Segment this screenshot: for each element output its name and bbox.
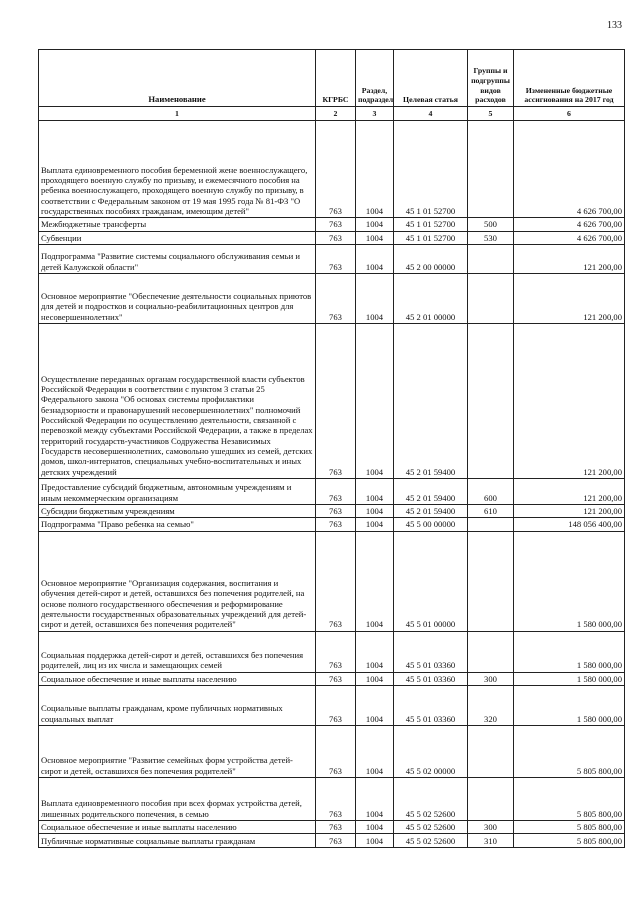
row-razdel: 1004 <box>356 504 394 517</box>
table-row <box>39 631 625 672</box>
row-amount: 1 580 000,00 <box>514 672 625 685</box>
row-name: Публичные нормативные социальные выплаты гражданам <box>39 834 316 848</box>
row-vid <box>468 121 514 218</box>
table-row <box>39 504 625 517</box>
row-razdel: 1004 <box>356 218 394 231</box>
row-amount: 1 580 000,00 <box>514 631 625 672</box>
row-razdel: 1004 <box>356 323 394 478</box>
row-kgrbs: 763 <box>316 273 356 323</box>
row-target: 45 5 00 00000 <box>394 518 468 531</box>
row-vid: 300 <box>468 820 514 833</box>
row-vid <box>468 531 514 631</box>
row-kgrbs: 763 <box>316 531 356 631</box>
row-kgrbs: 763 <box>316 820 356 833</box>
row-kgrbs: 763 <box>316 478 356 504</box>
row-razdel: 1004 <box>356 231 394 244</box>
row-name: Подпрограмма "Развитие системы социального обслуживания семьи и детей Калужской области" <box>39 244 316 273</box>
row-amount: 121 200,00 <box>514 323 625 478</box>
row-kgrbs: 763 <box>316 777 356 820</box>
row-razdel: 1004 <box>356 273 394 323</box>
table-row <box>39 323 625 478</box>
row-razdel: 1004 <box>356 531 394 631</box>
row-target: 45 5 01 03360 <box>394 685 468 725</box>
row-target: 45 2 01 59400 <box>394 323 468 478</box>
row-razdel: 1004 <box>356 121 394 218</box>
row-amount: 121 200,00 <box>514 273 625 323</box>
row-target: 45 2 01 00000 <box>394 273 468 323</box>
table-row <box>39 231 625 244</box>
row-target: 45 1 01 52700 <box>394 121 468 218</box>
row-target: 45 1 01 52700 <box>394 231 468 244</box>
row-name: Социальное обеспечение и иные выплаты населению <box>39 672 316 685</box>
header-razdel: Раздел, подраздел <box>356 50 394 107</box>
row-vid: 600 <box>468 478 514 504</box>
header-vid: Группы и подгруппы видов расходов <box>468 50 514 107</box>
column-number: 1 <box>39 107 316 121</box>
row-amount: 5 805 800,00 <box>514 725 625 777</box>
row-kgrbs: 763 <box>316 631 356 672</box>
row-razdel: 1004 <box>356 244 394 273</box>
row-vid: 500 <box>468 218 514 231</box>
table-row <box>39 518 625 531</box>
row-target: 45 2 01 59400 <box>394 478 468 504</box>
row-amount: 1 580 000,00 <box>514 531 625 631</box>
row-target: 45 5 02 52600 <box>394 777 468 820</box>
row-kgrbs: 763 <box>316 244 356 273</box>
row-name: Межбюджетные трансферты <box>39 218 316 231</box>
row-name: Социальные выплаты гражданам, кроме публичных нормативных социальных выплат <box>39 685 316 725</box>
header-kgrbs: КГРБС <box>316 50 356 107</box>
row-target: 45 5 01 00000 <box>394 531 468 631</box>
row-kgrbs: 763 <box>316 504 356 517</box>
row-amount: 4 626 700,00 <box>514 218 625 231</box>
row-razdel: 1004 <box>356 777 394 820</box>
table-row <box>39 244 625 273</box>
row-amount: 1 580 000,00 <box>514 685 625 725</box>
row-kgrbs: 763 <box>316 685 356 725</box>
row-razdel: 1004 <box>356 820 394 833</box>
row-amount: 5 805 800,00 <box>514 777 625 820</box>
row-name: Подпрограмма "Право ребенка на семью" <box>39 518 316 531</box>
row-target: 45 2 00 00000 <box>394 244 468 273</box>
row-name: Социальное обеспечение и иные выплаты населению <box>39 820 316 833</box>
row-amount: 121 200,00 <box>514 504 625 517</box>
row-kgrbs: 763 <box>316 725 356 777</box>
row-name: Субвенции <box>39 231 316 244</box>
budget-table <box>38 49 625 848</box>
column-number: 5 <box>468 107 514 121</box>
table-row <box>39 273 625 323</box>
table-row <box>39 685 625 725</box>
page-number: 133 <box>607 20 622 31</box>
row-kgrbs: 763 <box>316 218 356 231</box>
row-target: 45 5 02 52600 <box>394 834 468 848</box>
row-vid <box>468 244 514 273</box>
table-row <box>39 478 625 504</box>
row-name: Основное мероприятие "Обеспечение деятельности социальных приютов для детей и подростков и социально-реабилитационных центров для несовершеннолетних" <box>39 273 316 323</box>
row-name: Выплата единовременного пособия беременной жене военнослужащего, проходящего военную службу по призыву, и ежемесячного пособия на ребенка военнослужащего, проходящего военную службу по призыву, в соответствии с Федеральным законом от 19 мая 1995 года № 81-ФЗ "О государственных пособиях гражданам, имеющим детей" <box>39 121 316 218</box>
table-row <box>39 218 625 231</box>
column-number: 2 <box>316 107 356 121</box>
row-razdel: 1004 <box>356 518 394 531</box>
row-vid <box>468 725 514 777</box>
row-vid <box>468 777 514 820</box>
row-amount: 148 056 400,00 <box>514 518 625 531</box>
row-vid: 310 <box>468 834 514 848</box>
row-razdel: 1004 <box>356 478 394 504</box>
row-name: Предоставление субсидий бюджетным, автономным учреждениям и иным некоммерческим организациям <box>39 478 316 504</box>
row-amount: 5 805 800,00 <box>514 834 625 848</box>
row-target: 45 1 01 52700 <box>394 218 468 231</box>
table-row <box>39 531 625 631</box>
row-kgrbs: 763 <box>316 518 356 531</box>
row-name: Основное мероприятие "Организация содержания, воспитания и обучения детей-сирот и детей, оставшихся без попечения родителей, на основе полного государственного обеспечения и реформирование деятельности государственных образовательных учреждений для детей-сирот и детей, оставшихся без попечения родителей" <box>39 531 316 631</box>
row-vid: 530 <box>468 231 514 244</box>
row-amount: 4 626 700,00 <box>514 231 625 244</box>
row-razdel: 1004 <box>356 834 394 848</box>
row-vid: 300 <box>468 672 514 685</box>
header-name: Наименование <box>39 50 316 107</box>
row-name: Основное мероприятие "Развитие семейных форм устройства детей-сирот и детей, оставшихся без попечения родителей" <box>39 725 316 777</box>
row-vid <box>468 631 514 672</box>
row-razdel: 1004 <box>356 631 394 672</box>
header-target: Целевая статья <box>394 50 468 107</box>
row-target: 45 2 01 59400 <box>394 504 468 517</box>
row-vid <box>468 273 514 323</box>
table-row <box>39 820 625 833</box>
row-razdel: 1004 <box>356 685 394 725</box>
row-vid: 320 <box>468 685 514 725</box>
table-row <box>39 777 625 820</box>
table-row <box>39 725 625 777</box>
row-razdel: 1004 <box>356 672 394 685</box>
table-row <box>39 834 625 848</box>
table-row <box>39 672 625 685</box>
row-vid: 610 <box>468 504 514 517</box>
header-amount: Измененные бюджетные ассигнования на 2017 год <box>514 50 625 107</box>
row-kgrbs: 763 <box>316 323 356 478</box>
column-number: 6 <box>514 107 625 121</box>
table-row <box>39 121 625 218</box>
row-vid <box>468 323 514 478</box>
row-vid <box>468 518 514 531</box>
column-number-row <box>39 107 625 121</box>
row-kgrbs: 763 <box>316 672 356 685</box>
row-name: Субсидии бюджетным учреждениям <box>39 504 316 517</box>
row-kgrbs: 763 <box>316 834 356 848</box>
row-amount: 121 200,00 <box>514 478 625 504</box>
row-amount: 4 626 700,00 <box>514 121 625 218</box>
column-number: 3 <box>356 107 394 121</box>
row-target: 45 5 01 03360 <box>394 631 468 672</box>
row-target: 45 5 02 00000 <box>394 725 468 777</box>
row-target: 45 5 01 03360 <box>394 672 468 685</box>
row-amount: 121 200,00 <box>514 244 625 273</box>
row-amount: 5 805 800,00 <box>514 820 625 833</box>
row-kgrbs: 763 <box>316 231 356 244</box>
column-number: 4 <box>394 107 468 121</box>
row-name: Осуществление переданных органам государственной власти субъектов Российской Федерации в соответствии с пунктом 3 статьи 25 Федерального закона "Об основах системы профилактики безнадзорности и правонарушений несовершеннолетних" полномочий Российской Федерации по осуществлению деятельности, связанной с перевозкой между субъектами Российской Федерации, а также в пределах территорий государств-участников Содружества Независимых Государств несовершеннолетних, самовольно ушедших из семей, детских домов, школ-интернатов, специальных учебно-воспитательных и иных детских учреждений <box>39 323 316 478</box>
row-kgrbs: 763 <box>316 121 356 218</box>
row-name: Социальная поддержка детей-сирот и детей, оставшихся без попечения родителей, лиц из их числа и замещающих семей <box>39 631 316 672</box>
row-name: Выплата единовременного пособия при всех формах устройства детей, лишенных родительского попечения, в семью <box>39 777 316 820</box>
row-target: 45 5 02 52600 <box>394 820 468 833</box>
row-razdel: 1004 <box>356 725 394 777</box>
